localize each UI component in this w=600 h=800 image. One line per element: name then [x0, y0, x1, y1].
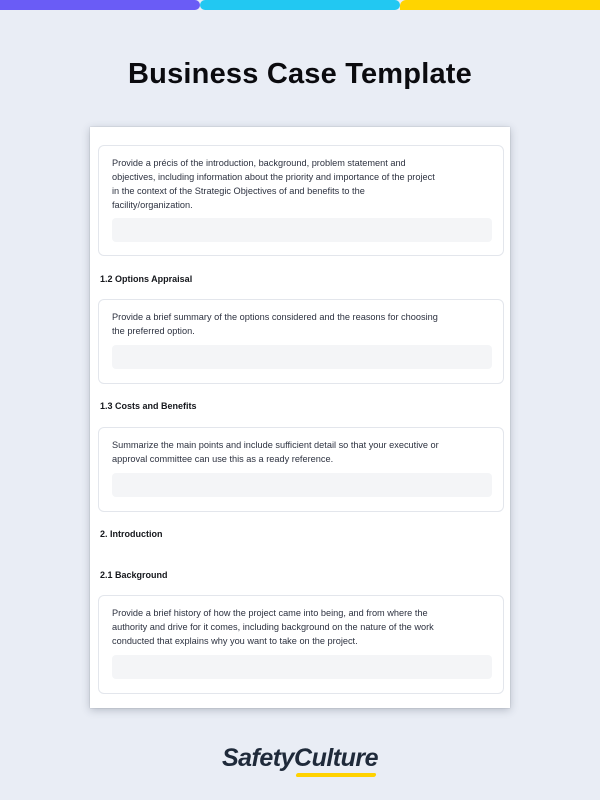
response-field[interactable]	[112, 345, 492, 369]
text-card-costs	[98, 427, 504, 512]
section-heading-introduction: 2. Introduction	[100, 529, 163, 539]
brand-logo-safety: Safety	[221, 744, 295, 772]
card-text: Summarize the main points and include sufficient detail so that your executive or approval committee can use this as a ready reference.	[112, 440, 439, 464]
response-field[interactable]	[112, 473, 492, 497]
text-card-summary	[98, 145, 504, 256]
response-field[interactable]	[112, 655, 492, 679]
brand-underline	[295, 773, 376, 777]
brand-logo-culture: Culture	[294, 744, 379, 772]
card-text: Provide a brief history of how the project came into being, and from where the authority and drive for it comes, including background on the nature of the work conducted that explains why you want to take on the project.	[112, 608, 434, 646]
top-bar-segment-purple	[0, 0, 200, 10]
response-field[interactable]	[112, 218, 492, 242]
top-bar-segment-cyan	[200, 0, 400, 10]
section-heading-costs-benefits: 1.3 Costs and Benefits	[100, 401, 197, 411]
brand-logo	[0, 744, 600, 773]
top-color-bar	[0, 0, 600, 10]
document-preview	[90, 127, 510, 708]
text-card-background	[98, 595, 504, 694]
card-text: Provide a brief summary of the options considered and the reasons for choosing the preferred option.	[112, 312, 438, 336]
section-heading-background: 2.1 Background	[100, 570, 168, 580]
top-bar-segment-yellow	[400, 0, 600, 10]
section-heading-options-appraisal: 1.2 Options Appraisal	[100, 274, 193, 284]
brand-logo-culture-wrap	[294, 744, 378, 773]
text-card-options	[98, 299, 504, 384]
card-text: Provide a précis of the introduction, background, problem statement and objectives, including information about the priority and importance of the project in the context of the Strategic Objectives of and benefits to the facility/organization.	[112, 158, 435, 210]
page-title: Business Case Template	[128, 58, 472, 90]
